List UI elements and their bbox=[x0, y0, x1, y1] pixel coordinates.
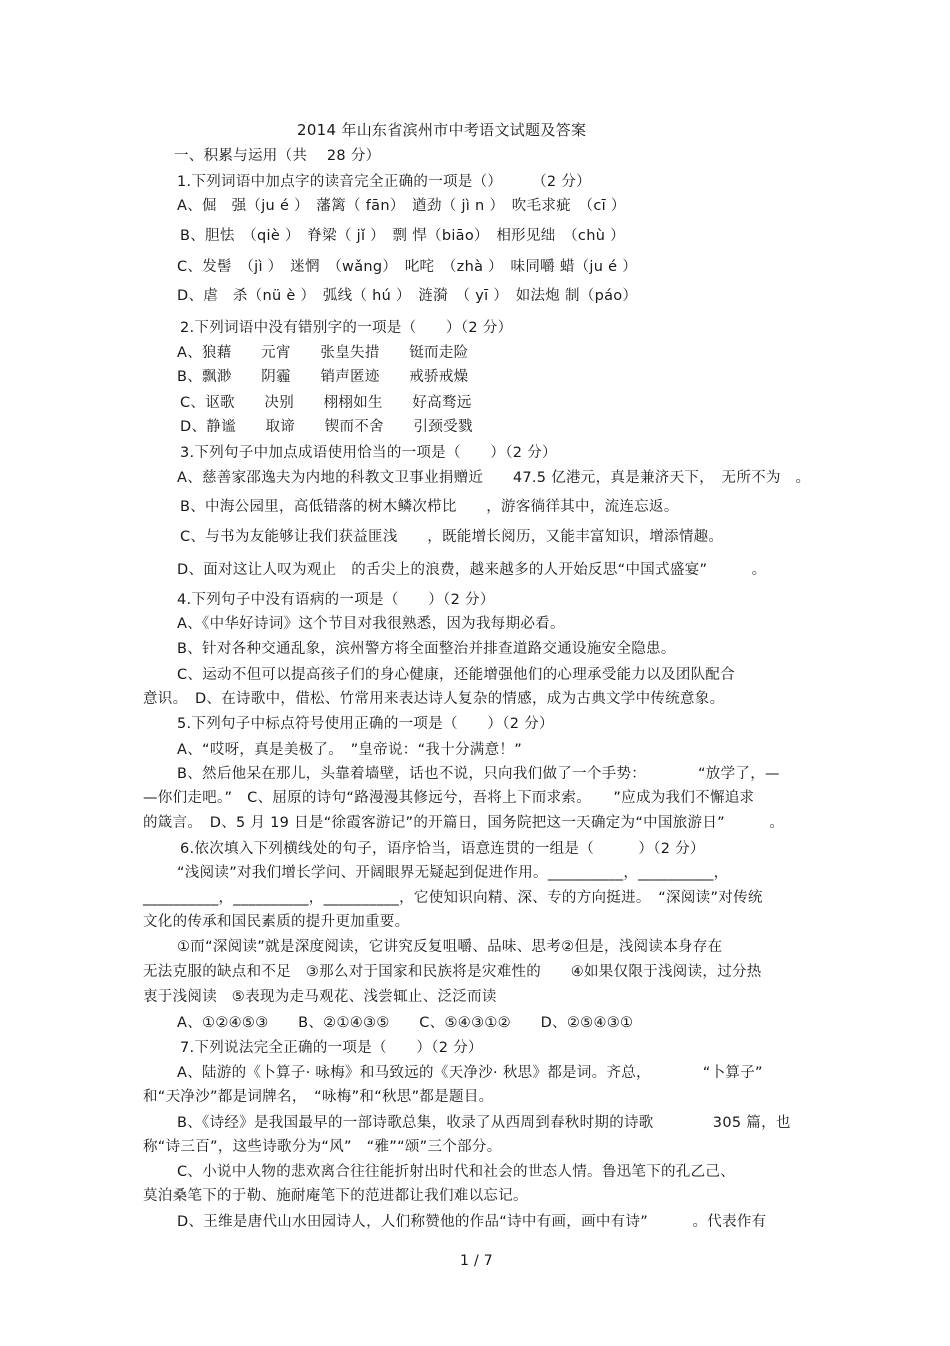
q7-option-c-line2: 莫泊桑笔下的于勒、施耐庵笔下的范进都让我们难以忘记。 bbox=[143, 1188, 528, 1204]
q7-option-b-line1: B、《诗经》是我国最早的一部诗歌总集，收录了从西周到春秋时期的诗歌 305 篇，也 bbox=[177, 1115, 791, 1131]
q7-stem: 7.下列说法完全正确的一项是（ ）（2 分） bbox=[180, 1040, 483, 1056]
q6-passage-line1: “浅阅读”对我们增长学问、开阔眼界无疑起到促进作用。__________，__________， bbox=[177, 865, 729, 881]
q5-option-a: A、“哎呀，真是美极了。 ”皇帝说：“我十分满意！” bbox=[177, 742, 523, 758]
q5-stem: 5.下列句子中标点符号使用正确的一项是（ ）（2 分） bbox=[177, 716, 554, 732]
document-title: 2014 年山东省滨州市中考语文试题及答案 bbox=[297, 121, 587, 139]
q1-stem: 1.下列词语中加点字的读音完全正确的一项是（） （2 分） bbox=[177, 174, 591, 190]
q5-option-b-line2: —你们走吧。” C、屈原的诗句“路漫漫其修远兮，吾将上下而求索。 ”应成为我们不懈追求 bbox=[143, 790, 755, 806]
q7-option-b-line2: 称“诗三百”，这些诗歌分为“风” “雅”“颂”三个部分。 bbox=[143, 1139, 502, 1155]
q2-stem: 2.下列词语中没有错别字的一项是（ ）（2 分） bbox=[180, 320, 513, 336]
q3-option-b: B、中海公园里，高低错落的树木鳞次栉比 ，游客徜徉其中，流连忘返。 bbox=[180, 499, 679, 515]
q1-option-b: B、胆怯 （qiè ） 脊梁（ jǐ ） 剽 悍（biāo） 相形见绌 （chù ） bbox=[180, 228, 625, 244]
q4-option-a: A、《中华好诗词》这个节目对我很熟悉，因为我每期必看。 bbox=[177, 616, 565, 632]
q6-passage-line2: __________，__________，__________，它使知识向精、深、专的方向挺进。 “深阅读”对传统 bbox=[143, 890, 763, 906]
q5-option-b-line3: 的箴言。 D、5 月 19 日是“徐霞客游记”的开篇日，国务院把这一天确定为“中国旅游日” 。 bbox=[143, 815, 785, 831]
q3-option-c: C、与书为友能够让我们获益匪浅 ，既能增长阅历，又能丰富知识，增添情趣。 bbox=[180, 529, 724, 545]
page-number: 1 / 7 bbox=[460, 1253, 493, 1269]
q4-option-c-line1: C、运动不但可以提高孩子们的身心健康，还能增强他们的心理承受能力以及团队配合 bbox=[177, 667, 736, 683]
q7-option-d-line1: D、王维是唐代山水田园诗人，人们称赞他的作品“诗中有画，画中有诗” 。代表作有 bbox=[177, 1214, 767, 1230]
section-heading: 一、积累与运用（共 28 分） bbox=[174, 148, 381, 164]
q2-option-b: B、飘渺 阴霾 销声匿迹 戒骄戒燥 bbox=[177, 369, 469, 385]
q7-option-a-line1: A、陆游的《卜算子· 咏梅》和马致远的《天净沙· 秋思》都是词。齐总， “卜算子” bbox=[177, 1065, 763, 1081]
q6-stem: 6.依次填入下列横线处的句子，语序恰当，语意连贯的一组是（ ）（2 分） bbox=[180, 841, 705, 857]
q2-option-d: D、静谧 取谛 锲而不舍 引颈受戮 bbox=[180, 419, 473, 435]
q3-stem: 3.下列句子中加点成语使用恰当的一项是（ ）（2 分） bbox=[180, 445, 557, 461]
q4-option-b: B、针对各种交通乱象，滨州警方将全面整治并排查道路交通设施安全隐患。 bbox=[177, 641, 676, 657]
q6-sentences-line3: 衷于浅阅读 ⑤表现为走马观花、浅尝辄止、泛泛而读 bbox=[143, 989, 497, 1005]
q6-sentences-line2: 无法克服的缺点和不足 ③那么对于国家和民族将是灾难性的 ④如果仅限于浅阅读，过分热 bbox=[143, 964, 762, 980]
q1-option-a: A、倔 强（ju é ） 藩篱（ fān） 遒劲（ jì n ） 吹毛求疵 （cī ） bbox=[177, 198, 626, 214]
q4-stem: 4.下列句子中没有语病的一项是（ ）（2 分） bbox=[177, 592, 495, 608]
q2-option-c: C、讴歌 决别 栩栩如生 好高骛远 bbox=[180, 395, 472, 411]
q5-option-b-line1: B、然后他呆在那儿，头靠着墙壁，话也不说，只向我们做了一个手势： “放学了，— bbox=[177, 766, 780, 782]
q1-option-c: C、发髻 （jì ） 迷惘 （wǎng） 叱咤 （zhà ） 味同嚼 蜡（ju é ） bbox=[177, 259, 638, 275]
q6-passage-line3: 文化的传承和国民素质的提升更加重要。 bbox=[143, 914, 410, 930]
q3-option-a: A、慈善家邵逸夫为内地的科教文卫事业捐赠近 47.5 亿港元，真是兼济天下， 无所不为 。 bbox=[177, 470, 811, 486]
q6-sentences-line1: ①而“深阅读”就是深度阅读，它讲究反复咀嚼、品味、思考②但是，浅阅读本身存在 bbox=[177, 939, 723, 955]
q4-option-c-line2: 意识。 D、在诗歌中，借松、竹常用来表达诗人复杂的情感，成为古典文学中传统意象。 bbox=[143, 691, 725, 707]
q2-option-a: A、狼藉 元宵 张皇失措 铤而走险 bbox=[177, 345, 469, 361]
q7-option-c-line1: C、小说中人物的悲欢离合往往能折射出时代和社会的世态人情。鲁迅笔下的孔乙己、 bbox=[177, 1164, 736, 1180]
q3-option-d: D、面对这让人叹为观止 的舌尖上的浪费，越来越多的人开始反思“中国式盛宴” 。 bbox=[177, 562, 767, 578]
q1-option-d: D、虐 杀（nü è ） 弧线（ hú ） 涟漪 （ yī ） 如法炮 制（páo） bbox=[177, 288, 638, 304]
q6-choices: A、①②④⑤③ B、②①④③⑤ C、⑤④③①② D、②⑤④③① bbox=[177, 1015, 634, 1031]
q7-option-a-line2: 和“天净沙”都是词牌名， “咏梅”和“秋思”都是题目。 bbox=[143, 1089, 494, 1105]
